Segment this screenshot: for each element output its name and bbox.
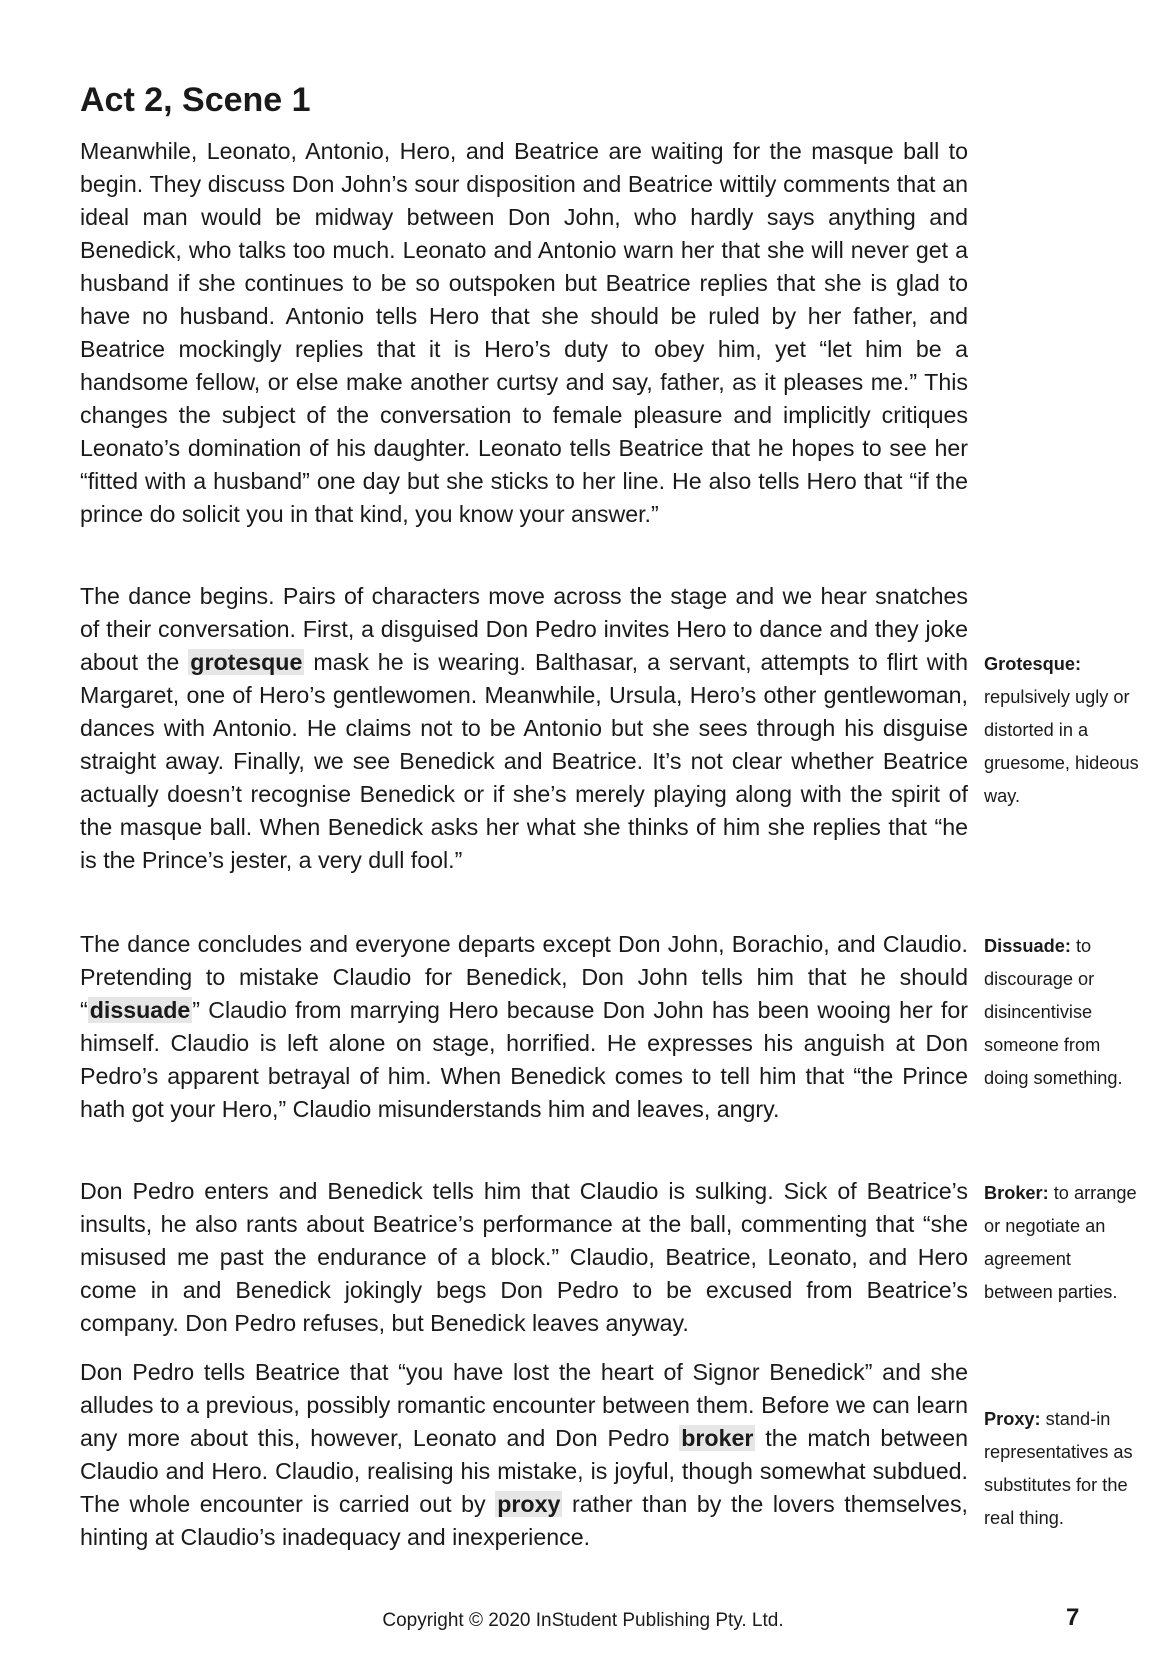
highlighted-term-proxy: proxy <box>497 1491 561 1517</box>
glossary-term: Proxy: <box>984 1409 1041 1429</box>
highlighted-term-broker: broker <box>681 1425 754 1451</box>
paragraph-text: rather than by the lovers themselves, hinting at Claudio’s inadequacy and inexperience. <box>80 1491 968 1550</box>
highlighted-term-dissuade: dissuade <box>89 997 191 1023</box>
highlighted-term-grotesque: grotesque <box>190 649 303 675</box>
glossary-entry-grotesque <box>984 648 1144 813</box>
glossary-definition: repulsively ugly or distorted in a gruesome, hideous way. <box>984 687 1139 806</box>
paragraph-text: ” Claudio from marrying Hero because Don John has been wooing her for himself. Claudio is left alone on stage, horrified. He expresses his anguish at Don Pedro’s apparent betrayal of him. When Benedick comes to tell him that “the Prince hath got your Hero,” Claudio misunderstands him and leaves, angry. <box>80 997 968 1122</box>
paragraph-text: the match between Claudio and Hero. Claudio, realising his mistake, is joyful, though somewhat subdued. The whole encounter is carried out by <box>80 1425 969 1517</box>
summary-paragraph-1: Meanwhile, Leonato, Antonio, Hero, and Beatrice are waiting for the masque ball to begin. They discuss Don John’s sour disposition and Beatrice wittily comments that an ideal man would be midway between Don John, who hardly says anything and Benedick, who talks too much. Leonato and Antonio warn her that she will never get a husband if she continues to be so outspoken but Beatrice replies that she is glad to have no husband. Antonio tells Hero that she should be ruled by her father, and Beatrice mockingly replies that it is Hero’s duty to obey him, yet “let him be a handsome fellow, or else make another curtsy and say, father, as it pleases me.” This changes the subject of the conversation to female pleasure and implicitly critiques Leonato’s domination of his daughter. Leonato tells Beatrice that he hopes to see her “fitted with a husband” one day but she sticks to her line. He also tells Hero that “if the prince do solicit you in that kind, you know your answer.” <box>80 138 968 527</box>
glossary-definition: to arrange or negotiate an agreement between parties. <box>984 1183 1137 1302</box>
glossary-term: Grotesque: <box>984 654 1082 674</box>
copyright-footer: Copyright © 2020 InStudent Publishing Pty. Ltd. <box>382 1610 784 1631</box>
paragraph-text: The dance concludes and everyone departs except Don John, Borachio, and Claudio. Pretending to mistake Claudio for Benedick, Don John tells him that he should “ <box>80 931 968 1023</box>
summary-paragraph-2 <box>80 580 968 877</box>
summary-paragraph-4: Don Pedro enters and Benedick tells him that Claudio is sulking. Sick of Beatrice’s insults, he also rants about Beatrice’s performance at the ball, commenting that “she misused me past the endurance of a block.” Claudio, Beatrice, Leonato, and Hero come in and Benedick jokingly begs Don Pedro to be excused from Beatrice’s company. Don Pedro refuses, but Benedick leaves anyway. <box>80 1178 968 1336</box>
glossary-entry-dissuade <box>984 930 1144 1095</box>
glossary-term: Dissuade: <box>984 936 1071 956</box>
glossary-definition: to discourage or disincentivise someone from doing something. <box>984 936 1123 1088</box>
glossary-term: Broker: <box>984 1183 1049 1203</box>
paragraph-text: Don Pedro tells Beatrice that “you have lost the heart of Signor Benedick” and she alludes to a previous, possibly romantic encounter between them. Before we can learn any more about this, however, Leonato and Don Pedro <box>80 1359 968 1451</box>
glossary-definition: stand-in representatives as substitutes for the real thing. <box>984 1409 1133 1528</box>
page-number: 7 <box>1066 1604 1080 1631</box>
page-heading: Act 2, Scene 1 <box>80 81 311 119</box>
glossary-entry-broker <box>984 1177 1144 1309</box>
paragraph-text: The dance begins. Pairs of characters move across the stage and we hear snatches of their conversation. First, a disguised Don Pedro invites Hero to dance and they joke about the <box>80 583 968 675</box>
summary-paragraph-3 <box>80 928 968 1126</box>
paragraph-text: mask he is wearing. Balthasar, a servant, attempts to flirt with Margaret, one of Hero’s gentlewomen. Meanwhile, Ursula, Hero’s other gentlewoman, dances with Antonio. He claims not to be Antonio but she sees through his disguise straight away. Finally, we see Benedick and Beatrice. It’s not clear whether Beatrice actually doesn’t recognise Benedick or if she’s merely playing along with the spirit of the masque ball. When Benedick asks her what she thinks of him she replies that “he is the Prince’s jester, a very dull fool.” <box>80 649 968 873</box>
summary-paragraph-5 <box>80 1356 968 1554</box>
glossary-entry-proxy <box>984 1403 1144 1535</box>
